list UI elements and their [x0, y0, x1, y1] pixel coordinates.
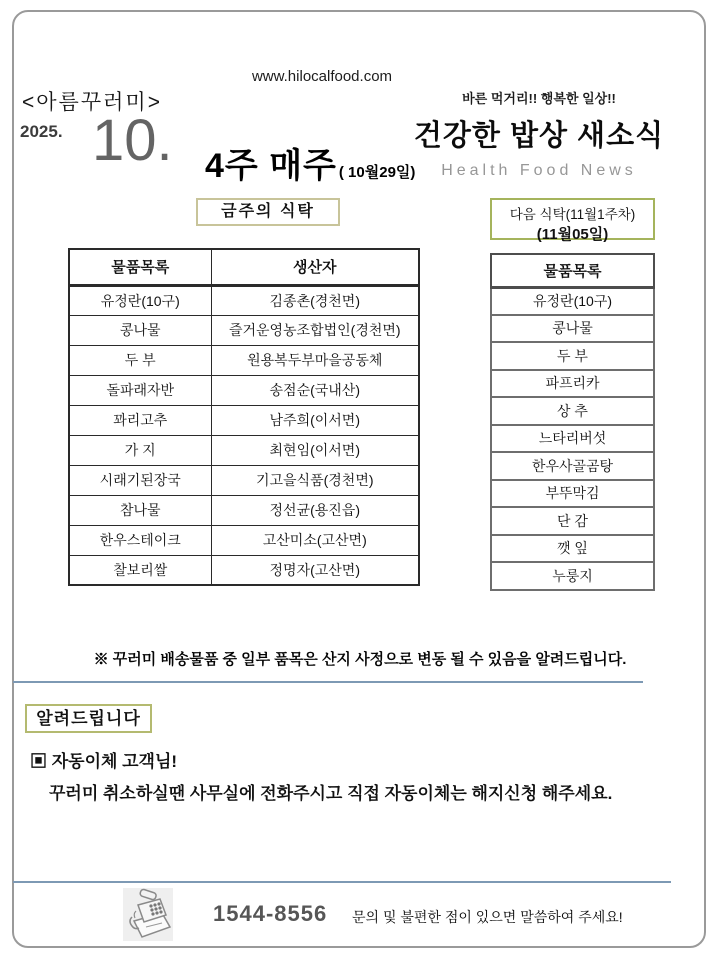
producer-cell: 정선균(용진읍) — [211, 495, 419, 525]
table-row — [69, 315, 419, 345]
item-cell: 파프리카 — [491, 370, 654, 398]
item-cell: 콩나물 — [69, 315, 211, 345]
item-cell: 두 부 — [491, 342, 654, 370]
shipping-change-notice: ※ 꾸러미 배송물품 중 일부 품목은 산지 사정으로 변동 될 수 있음을 알려드립니다. — [93, 651, 627, 668]
announcement-item-title: ▣ 자동이체 고객님! — [30, 752, 178, 771]
next-week-label-line2: (11월05일) — [536, 226, 609, 243]
producer-cell: 즐거운영농조합법인(경천면) — [211, 315, 419, 345]
newsletter-subtitle: Health Food News — [441, 162, 637, 179]
table-row — [69, 285, 419, 315]
slogan: 바른 먹거리!! 행복한 일상!! — [462, 91, 616, 106]
table-row — [491, 370, 654, 398]
item-cell: 한우스테이크 — [69, 525, 211, 555]
producer-cell: 고산미소(고산면) — [211, 525, 419, 555]
item-cell: 상 추 — [491, 397, 654, 425]
producer-cell: 정명자(고산면) — [211, 555, 419, 585]
producer-cell: 원용복두부마을공동체 — [211, 345, 419, 375]
table-row — [69, 465, 419, 495]
item-cell: 두 부 — [69, 345, 211, 375]
table-row — [491, 425, 654, 453]
item-cell: 부뚜막김 — [491, 480, 654, 508]
item-cell: 단 감 — [491, 507, 654, 535]
column-header-items: 물품목록 — [491, 254, 654, 287]
table-row — [69, 375, 419, 405]
brand-name: <아름꾸러미> — [22, 91, 162, 114]
table-row — [491, 480, 654, 508]
column-header-producer: 생산자 — [211, 249, 419, 285]
newsletter-header — [405, 88, 673, 180]
producer-cell: 기고을식품(경천면) — [211, 465, 419, 495]
item-cell: 한우사골곰탕 — [491, 452, 654, 480]
week-title: 4주 매주 — [205, 147, 337, 185]
month-number: 10. — [92, 108, 173, 173]
website-url: www.hilocalfood.com — [251, 68, 393, 85]
producer-cell: 송점순(국내산) — [211, 375, 419, 405]
item-cell: 콩나물 — [491, 315, 654, 343]
producer-cell: 최현임(이서면) — [211, 435, 419, 465]
table-row — [69, 435, 419, 465]
next-week-table — [490, 253, 655, 591]
item-cell: 느타리버섯 — [491, 425, 654, 453]
item-cell: 유정란(10구) — [69, 285, 211, 315]
next-week-label-line1: 다음 식탁(11월1주차) — [509, 207, 636, 222]
item-cell: 참나물 — [69, 495, 211, 525]
table-row — [491, 562, 654, 590]
table-header-row — [491, 254, 654, 287]
table-row — [69, 405, 419, 435]
item-cell: 누룽지 — [491, 562, 654, 590]
footer-message: 문의 및 불편한 점이 있으면 말씀하여 주세요! — [352, 909, 623, 925]
item-cell: 시래기된장국 — [69, 465, 211, 495]
table-row — [69, 345, 419, 375]
table-row — [491, 507, 654, 535]
table-row — [491, 397, 654, 425]
footer-divider — [13, 881, 671, 883]
next-week-label-box — [490, 198, 655, 243]
section-divider — [13, 681, 643, 683]
this-week-label-box: 금주의 식탁 — [196, 198, 340, 226]
this-week-table — [68, 248, 420, 586]
item-cell: 돌파래자반 — [69, 375, 211, 405]
table-row — [69, 495, 419, 525]
table-row — [491, 535, 654, 563]
item-cell: 깻 잎 — [491, 535, 654, 563]
table-row — [491, 452, 654, 480]
table-row — [491, 315, 654, 343]
table-row — [69, 555, 419, 585]
table-header-row — [69, 249, 419, 285]
week-heading — [205, 138, 415, 187]
item-cell: 찰보리쌀 — [69, 555, 211, 585]
announcement-label-box: 알려드립니다 — [25, 704, 152, 733]
producer-cell: 남주희(이서면) — [211, 405, 419, 435]
phone-number: 1544-8556 — [213, 901, 328, 926]
newsletter-title: 건강한 밥상 새소식 — [413, 120, 665, 152]
item-cell: 유정란(10구) — [491, 287, 654, 315]
table-row — [491, 342, 654, 370]
telephone-icon — [122, 887, 174, 942]
column-header-items: 물품목록 — [69, 249, 211, 285]
table-row — [69, 525, 419, 555]
producer-cell: 김종촌(경천면) — [211, 285, 419, 315]
year-label: 2025. — [20, 122, 63, 141]
table-row — [491, 287, 654, 315]
week-date: ( 10월29일) — [338, 164, 416, 181]
item-cell: 가 지 — [69, 435, 211, 465]
item-cell: 꽈리고추 — [69, 405, 211, 435]
announcement-item-body: 꾸러미 취소하실땐 사무실에 전화주시고 직접 자동이체는 해지신청 해주세요. — [49, 784, 613, 803]
